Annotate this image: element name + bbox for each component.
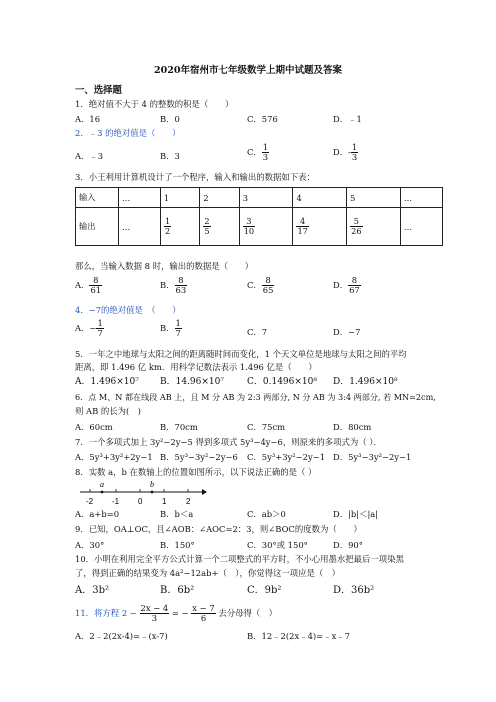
prefix: A．− xyxy=(75,323,97,334)
q2-d-denominator: 3 xyxy=(351,152,358,163)
q3-output-fraction xyxy=(243,217,255,236)
q2-stem: 2．﹣3 的绝对值是（ ） xyxy=(75,128,181,138)
q2-option-c-prefix: C． xyxy=(247,147,262,158)
q2-option-c xyxy=(247,143,269,162)
denominator: 5 xyxy=(204,226,210,236)
prefix: B． xyxy=(160,280,175,291)
denominator: 2 xyxy=(165,226,171,236)
q3-output-cell: … xyxy=(119,208,161,246)
q5-option-d: D．1.496×10⁸ xyxy=(333,377,398,387)
q1-stem: 1．绝对值不大于 4 的整数的积是（ ） xyxy=(75,99,234,109)
q8-option-c: C．ab＞0 xyxy=(247,509,286,519)
numerator: 8 xyxy=(89,276,102,286)
numerator: 2 xyxy=(204,215,210,226)
q11-stem-post: 去分母得（ ） xyxy=(218,608,277,619)
q9-option-d: D．90° xyxy=(333,540,363,550)
q9-option-a: A．30° xyxy=(75,540,105,550)
q5-stem-line2: 距离，即 1.496 亿 km．用科学记数法表示 1.496 亿是（ ） xyxy=(75,362,317,372)
q3-input-label: 输入 xyxy=(76,188,119,208)
q1-option-d: D．﹣1 xyxy=(333,114,362,124)
q3-option-d xyxy=(333,276,361,295)
q11-stem-pre: 11．将方程 2 − xyxy=(75,608,137,619)
denominator: 26 xyxy=(351,226,362,236)
q3-option-c xyxy=(247,276,274,295)
q3-output-fraction xyxy=(164,217,171,236)
fraction xyxy=(175,319,182,338)
q11-option-b: B．12﹣2(2x﹣4)=﹣x﹣7 xyxy=(247,631,350,641)
q2-d-numerator: 1 xyxy=(351,142,358,152)
q5-option-c: C．0.1496×10⁸ xyxy=(247,377,317,387)
q10-option-a: A．3b² xyxy=(75,585,109,596)
q3-output-row xyxy=(76,208,443,246)
q11-fraction-left xyxy=(140,604,170,623)
q9-option-c: C．30°或 150° xyxy=(247,540,308,550)
q9-option-b: B．150° xyxy=(160,540,195,550)
prefix: B． xyxy=(160,323,175,334)
q9-stem: 9．已知，OA⊥OC，且∠AOB：∠AOC=2：3，则∠BOC的度数为（ ） xyxy=(75,524,362,534)
q3-output-cell: … xyxy=(400,208,442,246)
denominator: 63 xyxy=(175,285,187,296)
q2-c-numerator: 1 xyxy=(262,142,269,152)
q3-input-cell: 3 xyxy=(239,188,293,208)
numerator: 1 xyxy=(165,215,171,226)
q3-output-fraction xyxy=(296,217,308,236)
q5-stem-line1: 5．一年之中地球与太阳之间的距离随时间而变化，1 个天文单位是地球与太阳之间的平均 xyxy=(75,349,407,359)
q7-option-b: B．5y³−3y²−2y−6 xyxy=(160,452,238,462)
q2-c-denominator: 3 xyxy=(262,152,269,163)
numerator: 8 xyxy=(262,276,275,286)
q11-fraction-right xyxy=(191,604,215,623)
q4-stem: 4．−7的绝对值是 （ ） xyxy=(75,305,181,315)
q3-option-b xyxy=(160,276,187,295)
q3-output-fraction xyxy=(203,217,210,236)
q3-output-cell xyxy=(293,208,347,246)
numerator: x − 7 xyxy=(192,603,215,613)
numerator: 1 xyxy=(97,318,103,328)
numerator: 4 xyxy=(296,217,308,227)
q3-input-cell: 5 xyxy=(347,188,401,208)
numerator: 1 xyxy=(175,318,181,328)
q3-input-cell: … xyxy=(400,188,442,208)
denominator: 3 xyxy=(151,613,158,624)
q8-option-b: B．b＜a xyxy=(160,509,194,519)
tick-label: 2 xyxy=(186,497,191,506)
numerator: 8 xyxy=(348,276,361,286)
q2-option-d-fraction xyxy=(351,143,358,162)
q1-option-a: A．16 xyxy=(75,114,101,124)
q4-option-b xyxy=(160,319,182,338)
denominator: 6 xyxy=(200,613,207,624)
q2-option-b: B．3 xyxy=(160,151,180,161)
label-b: b xyxy=(150,480,154,489)
q6-option-c: C．75cm xyxy=(247,422,286,432)
fraction xyxy=(89,276,102,295)
q11-option-a: A．2﹣2(2x-4)=﹣(x-7) xyxy=(75,631,168,641)
q10-option-c: C．9b² xyxy=(247,585,282,596)
q3-output-cell xyxy=(200,208,239,246)
label-a: a xyxy=(100,480,104,489)
fraction xyxy=(348,276,361,295)
q3-input-cell: … xyxy=(119,188,161,208)
q1-option-c: C．576 xyxy=(247,114,278,124)
page-title: 2020年宿州市七年级数学上期中试题及答案 xyxy=(154,65,342,76)
q2-option-c-fraction xyxy=(262,143,269,162)
q3-output-fraction xyxy=(350,217,362,236)
q10-stem-line2: 了，得到正确的结果变为 4a²−12ab+（ ），你觉得这一项应是（ ） xyxy=(75,568,340,578)
q3-output-cell xyxy=(347,208,401,246)
q5-option-a: A．1.496×10⁷ xyxy=(75,377,139,387)
q10-stem-line1: 10．小明在利用完全平方公式计算一个二项整式的平方时，不小心用墨水把最后一项染黑 xyxy=(75,554,404,564)
axis-arrow-icon xyxy=(202,489,207,495)
q3-output-cell xyxy=(161,208,200,246)
q3-input-cell: 1 xyxy=(161,188,200,208)
numerator: 5 xyxy=(350,217,362,227)
q6-option-b: B．70cm xyxy=(160,422,198,432)
q5-option-b: B．14.96×10⁷ xyxy=(160,377,224,387)
tick-label: 1 xyxy=(162,497,167,506)
denominator: 67 xyxy=(349,285,360,296)
numerator: 8 xyxy=(175,276,188,286)
denominator: 7 xyxy=(97,328,103,339)
section-heading: 一、选择题 xyxy=(75,85,122,96)
q3-output-cell xyxy=(239,208,293,246)
q2-option-d xyxy=(333,143,358,162)
q6-option-d: D．80cm xyxy=(333,422,372,432)
q3-input-cell: 2 xyxy=(200,188,239,208)
q3-option-a xyxy=(75,276,102,295)
q8-number-line xyxy=(78,478,208,508)
q2-option-a: A．﹣3 xyxy=(75,151,104,161)
prefix: A． xyxy=(75,280,90,291)
q8-option-a: A．a+b=0 xyxy=(75,509,120,519)
q8-stem: 8．实数 a，b 在数轴上的位置如图所示，以下说法正确的是（ ） xyxy=(75,467,317,477)
fraction xyxy=(262,276,275,295)
fraction xyxy=(96,319,103,338)
numerator: 3 xyxy=(243,217,255,227)
denominator: 61 xyxy=(90,285,102,296)
q8-option-d: D．|b|＜|a| xyxy=(333,509,379,519)
q3-stem: 3．小王利用计算机设计了一个程序，输入和输出的数据如下表： xyxy=(75,172,315,182)
q11-stem xyxy=(75,604,277,623)
q1-option-b: B．0 xyxy=(160,114,180,124)
q2-option-d-prefix: D．- xyxy=(333,147,351,158)
prefix: C． xyxy=(247,280,262,291)
tick-label: -1 xyxy=(112,497,120,506)
q7-option-c: C．5y³+3y²−2y−1 xyxy=(247,452,326,462)
point-b xyxy=(151,491,154,494)
denominator: 65 xyxy=(262,285,274,296)
denominator: 7 xyxy=(175,328,181,339)
q6-option-a: A．60cm xyxy=(75,422,113,432)
q3-io-table xyxy=(75,187,443,246)
q6-stem-line2: 则 AB 的长为( ) xyxy=(75,406,141,416)
denominator: 17 xyxy=(297,226,308,236)
q3-input-row xyxy=(76,188,443,208)
q3-input-cell: 4 xyxy=(293,188,347,208)
tick-label: -2 xyxy=(86,497,94,506)
fraction xyxy=(175,276,188,295)
q11-stem-mid: = − xyxy=(171,608,189,619)
q3-output-label: 输出 xyxy=(76,208,119,246)
q7-option-d: D．5y³−3y²−2y−1 xyxy=(333,452,412,462)
q10-option-b: B．6b² xyxy=(160,585,195,596)
tick-label: 0 xyxy=(138,497,143,506)
numerator: 2x − 4 xyxy=(140,603,169,613)
q10-option-d: D．36b² xyxy=(333,585,375,596)
q4-option-c: C．7 xyxy=(247,327,268,337)
q4-option-d: D．−7 xyxy=(333,327,361,337)
prefix: D． xyxy=(333,280,349,291)
q6-stem-line1: 6．点 M、N 都在线段 AB 上，且 M 分 AB 为 2:3 两部分, N 分 AB 为 3:4 两部分, 若 MN=2cm, xyxy=(75,392,436,402)
denominator: 10 xyxy=(243,226,255,236)
q7-option-a: A．5y³+3y²+2y−1 xyxy=(75,452,153,462)
q3-ask: 那么，当输入数据 8 时，输出的数据是（ ） xyxy=(75,261,254,271)
q7-stem: 7．一个多项式加上 3y²−2y−5 得到多项式 5y³−4y−6，则原来的多项式为（ ）． xyxy=(75,437,382,447)
q4-option-a xyxy=(75,319,104,338)
point-a xyxy=(101,491,104,494)
